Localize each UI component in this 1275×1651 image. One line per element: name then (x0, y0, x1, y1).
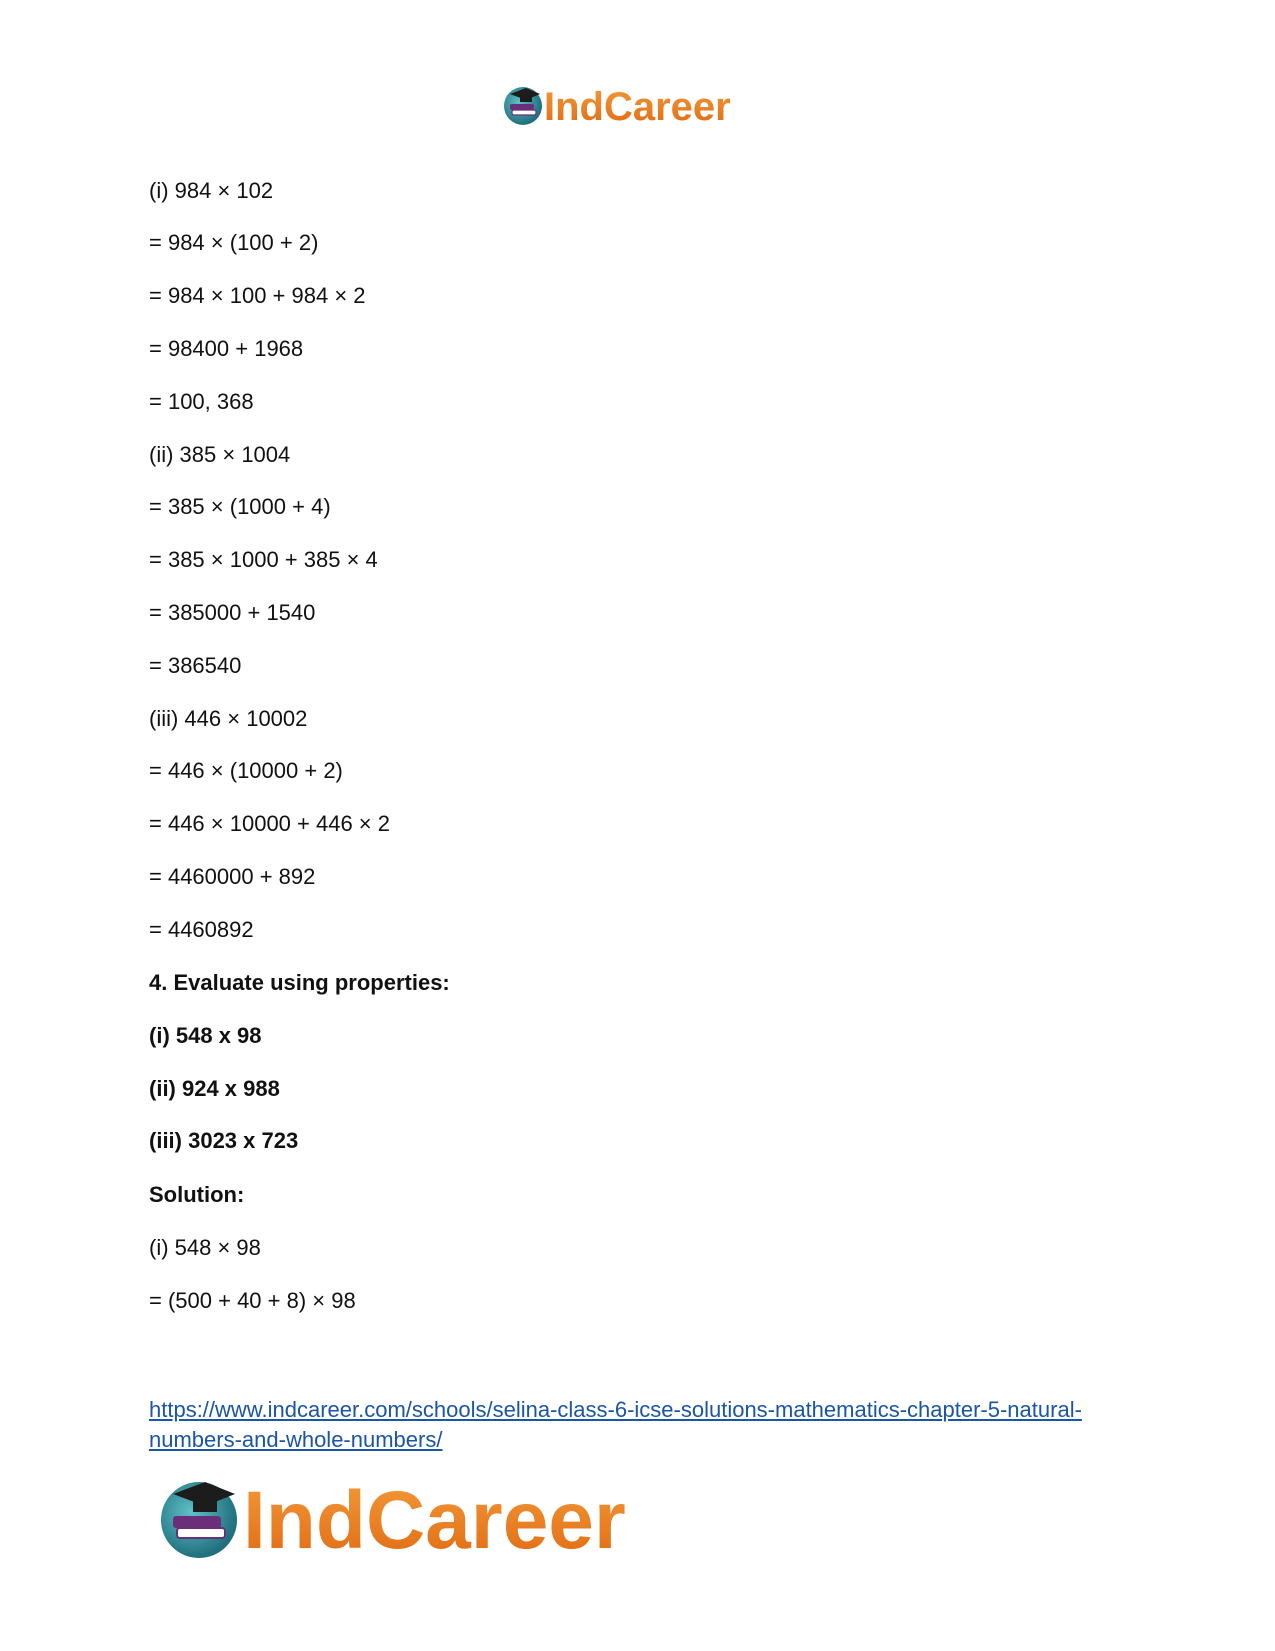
text-line: = 4460892 (149, 917, 254, 942)
text-line: = 446 × 10000 + 446 × 2 (149, 811, 391, 836)
text-line: = 984 × 100 + 984 × 2 (149, 283, 366, 308)
solution-heading: Solution: (149, 1182, 245, 1207)
graduation-cap-books-globe-icon (502, 80, 772, 130)
footer-logo (159, 1468, 699, 1568)
text-line: = 385 × (1000 + 4) (149, 494, 331, 519)
question-heading: 4. Evaluate using properties: (149, 970, 450, 995)
question-item: (i) 548 x 98 (149, 1023, 262, 1048)
text-line: = 4460000 + 892 (149, 864, 316, 889)
header-logo (502, 80, 772, 130)
text-line: = 446 × (10000 + 2) (149, 758, 343, 783)
text-line: = 984 × (100 + 2) (149, 230, 319, 255)
source-link[interactable] (149, 1395, 1139, 1455)
source-link-line-1[interactable]: https://www.indcareer.com/schools/selina-class-6-icse-solutions-mathematics-chapter-5-natural- (149, 1397, 1082, 1422)
question-item: (ii) 924 x 988 (149, 1076, 280, 1101)
text-line: = 100, 368 (149, 389, 254, 414)
source-link-line-2[interactable]: numbers-and-whole-numbers/ (149, 1427, 443, 1452)
text-line: (iii) 446 × 10002 (149, 706, 308, 731)
text-line: (i) 984 × 102 (149, 178, 274, 203)
text-line: = (500 + 40 + 8) × 98 (149, 1288, 356, 1313)
header-logo-text: IndCareer (544, 85, 731, 129)
text-line: = 98400 + 1968 (149, 336, 304, 361)
text-line: (ii) 385 × 1004 (149, 442, 291, 467)
question-item: (iii) 3023 x 723 (149, 1128, 299, 1153)
text-line: (i) 548 × 98 (149, 1235, 261, 1260)
text-line: = 385000 + 1540 (149, 600, 316, 625)
text-line: = 385 × 1000 + 385 × 4 (149, 547, 378, 572)
graduation-cap-books-globe-icon (159, 1468, 699, 1568)
footer-logo-text: IndCareer (243, 1475, 626, 1566)
text-line: = 386540 (149, 653, 242, 678)
